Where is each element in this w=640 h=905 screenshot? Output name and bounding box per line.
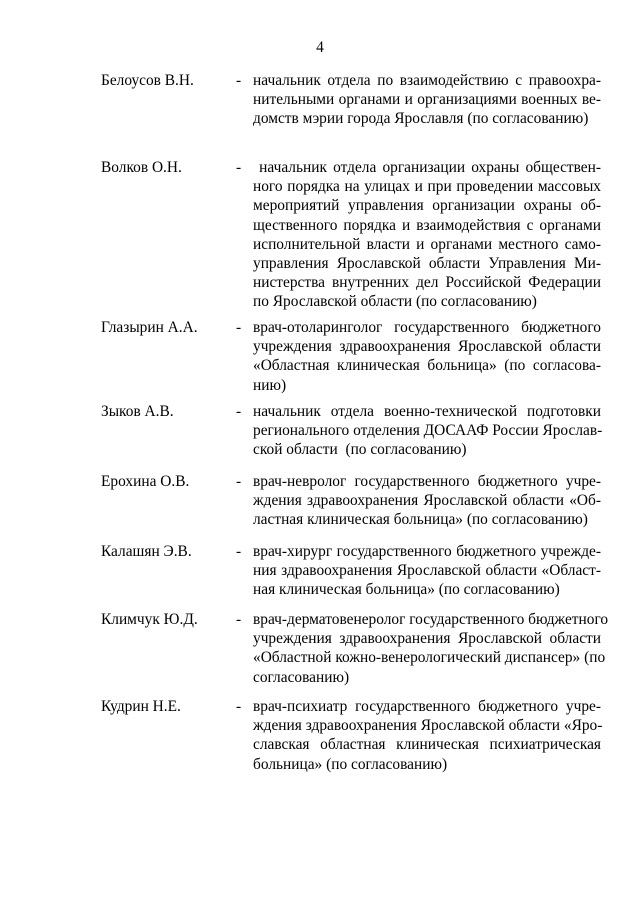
position-line: ного порядка на улицах и при проведении массовых [253, 178, 601, 196]
member-name: Белоусов В.Н. [101, 72, 194, 89]
position-line: ждения здравоохранения Ярославской области «Яро- [253, 717, 603, 735]
position-line: ная клиническая больница» (по согласованию) [253, 581, 560, 599]
member-name: Волков О.Н. [101, 159, 182, 176]
member-name: Климчук Ю.Д. [101, 611, 198, 628]
position-line: щественного порядка и взаимодействия с органами [253, 216, 601, 234]
member-position [253, 318, 601, 395]
page-number: 4 [316, 39, 324, 56]
position-line: врач-отоларинголог государственного бюджетного [253, 319, 601, 336]
position-line: управления Ярославской области Управления Ми- [253, 255, 601, 273]
position-line: начальник отдела организации охраны обществен- [253, 159, 601, 176]
member-position [253, 697, 601, 774]
position-line: ской области (по согласованию) [253, 441, 467, 459]
position-line: врач-психиатр государственного бюджетного учре- [253, 698, 601, 715]
position-line: нистерства внутренних дел Российской Федерации [253, 274, 601, 292]
dash-separator: - [236, 473, 242, 490]
member-position [253, 158, 601, 312]
dash-separator: - [236, 543, 242, 560]
member-position [253, 402, 601, 460]
position-line: врач-хирург государственного бюджетного учрежде- [253, 543, 601, 560]
position-line: по Ярославской области (по согласованию) [253, 293, 537, 311]
position-line: домств мэрии города Ярославля (по согласованию) [253, 110, 589, 128]
position-line: больница» (по согласованию) [253, 755, 448, 773]
position-line: учреждения здравоохранения Ярославской области [253, 630, 601, 648]
position-line: учреждения здравоохранения Ярославской области [253, 338, 601, 356]
position-line: мероприятий управления организации охраны об- [253, 197, 601, 215]
member-position [253, 610, 609, 687]
dash-separator: - [236, 319, 242, 336]
dash-separator: - [236, 159, 242, 176]
member-name: Кудрин Н.Е. [101, 698, 181, 715]
member-name: Зыков А.В. [101, 403, 174, 420]
member-position [253, 542, 601, 600]
position-line: ждения здравоохранения Ярославской области «Об- [253, 492, 601, 510]
member-name: Ерохина О.В. [101, 473, 190, 490]
position-line: славская областная клиническая психиатрическая [253, 736, 601, 754]
position-line: врач-невролог государственного бюджетного учре- [253, 473, 601, 490]
position-line: исполнительной власти и органами местного само- [253, 235, 601, 253]
position-line: нительными органами и организациями военных ве- [253, 91, 601, 109]
position-line: нию) [253, 376, 287, 394]
member-position [253, 71, 601, 129]
dash-separator: - [236, 611, 242, 628]
position-line: врач-дерматовенеролог государственного бюджетного [253, 611, 609, 628]
member-position [253, 472, 601, 530]
position-line: начальник отдела по взаимодействию с правоохра- [253, 72, 601, 89]
member-name: Калашян Э.В. [101, 543, 192, 560]
position-line: ния здравоохранения Ярославской области «Област- [253, 562, 601, 580]
position-line: регионального отделения ДОСААФ России Ярослав- [253, 422, 603, 440]
member-name: Глазырин А.А. [101, 319, 198, 336]
position-line: «Областная клиническая больница» (по согласова- [253, 357, 601, 375]
position-line: согласованию) [253, 668, 350, 686]
position-line: «Областной кожно-венерологический диспансер» (по [253, 649, 606, 667]
dash-separator: - [236, 698, 242, 715]
position-line: начальник отдела военно-технической подготовки [253, 403, 601, 420]
dash-separator: - [236, 403, 242, 420]
position-line: ластная клиническая больница» (по согласованию) [253, 511, 588, 529]
dash-separator: - [236, 72, 242, 89]
